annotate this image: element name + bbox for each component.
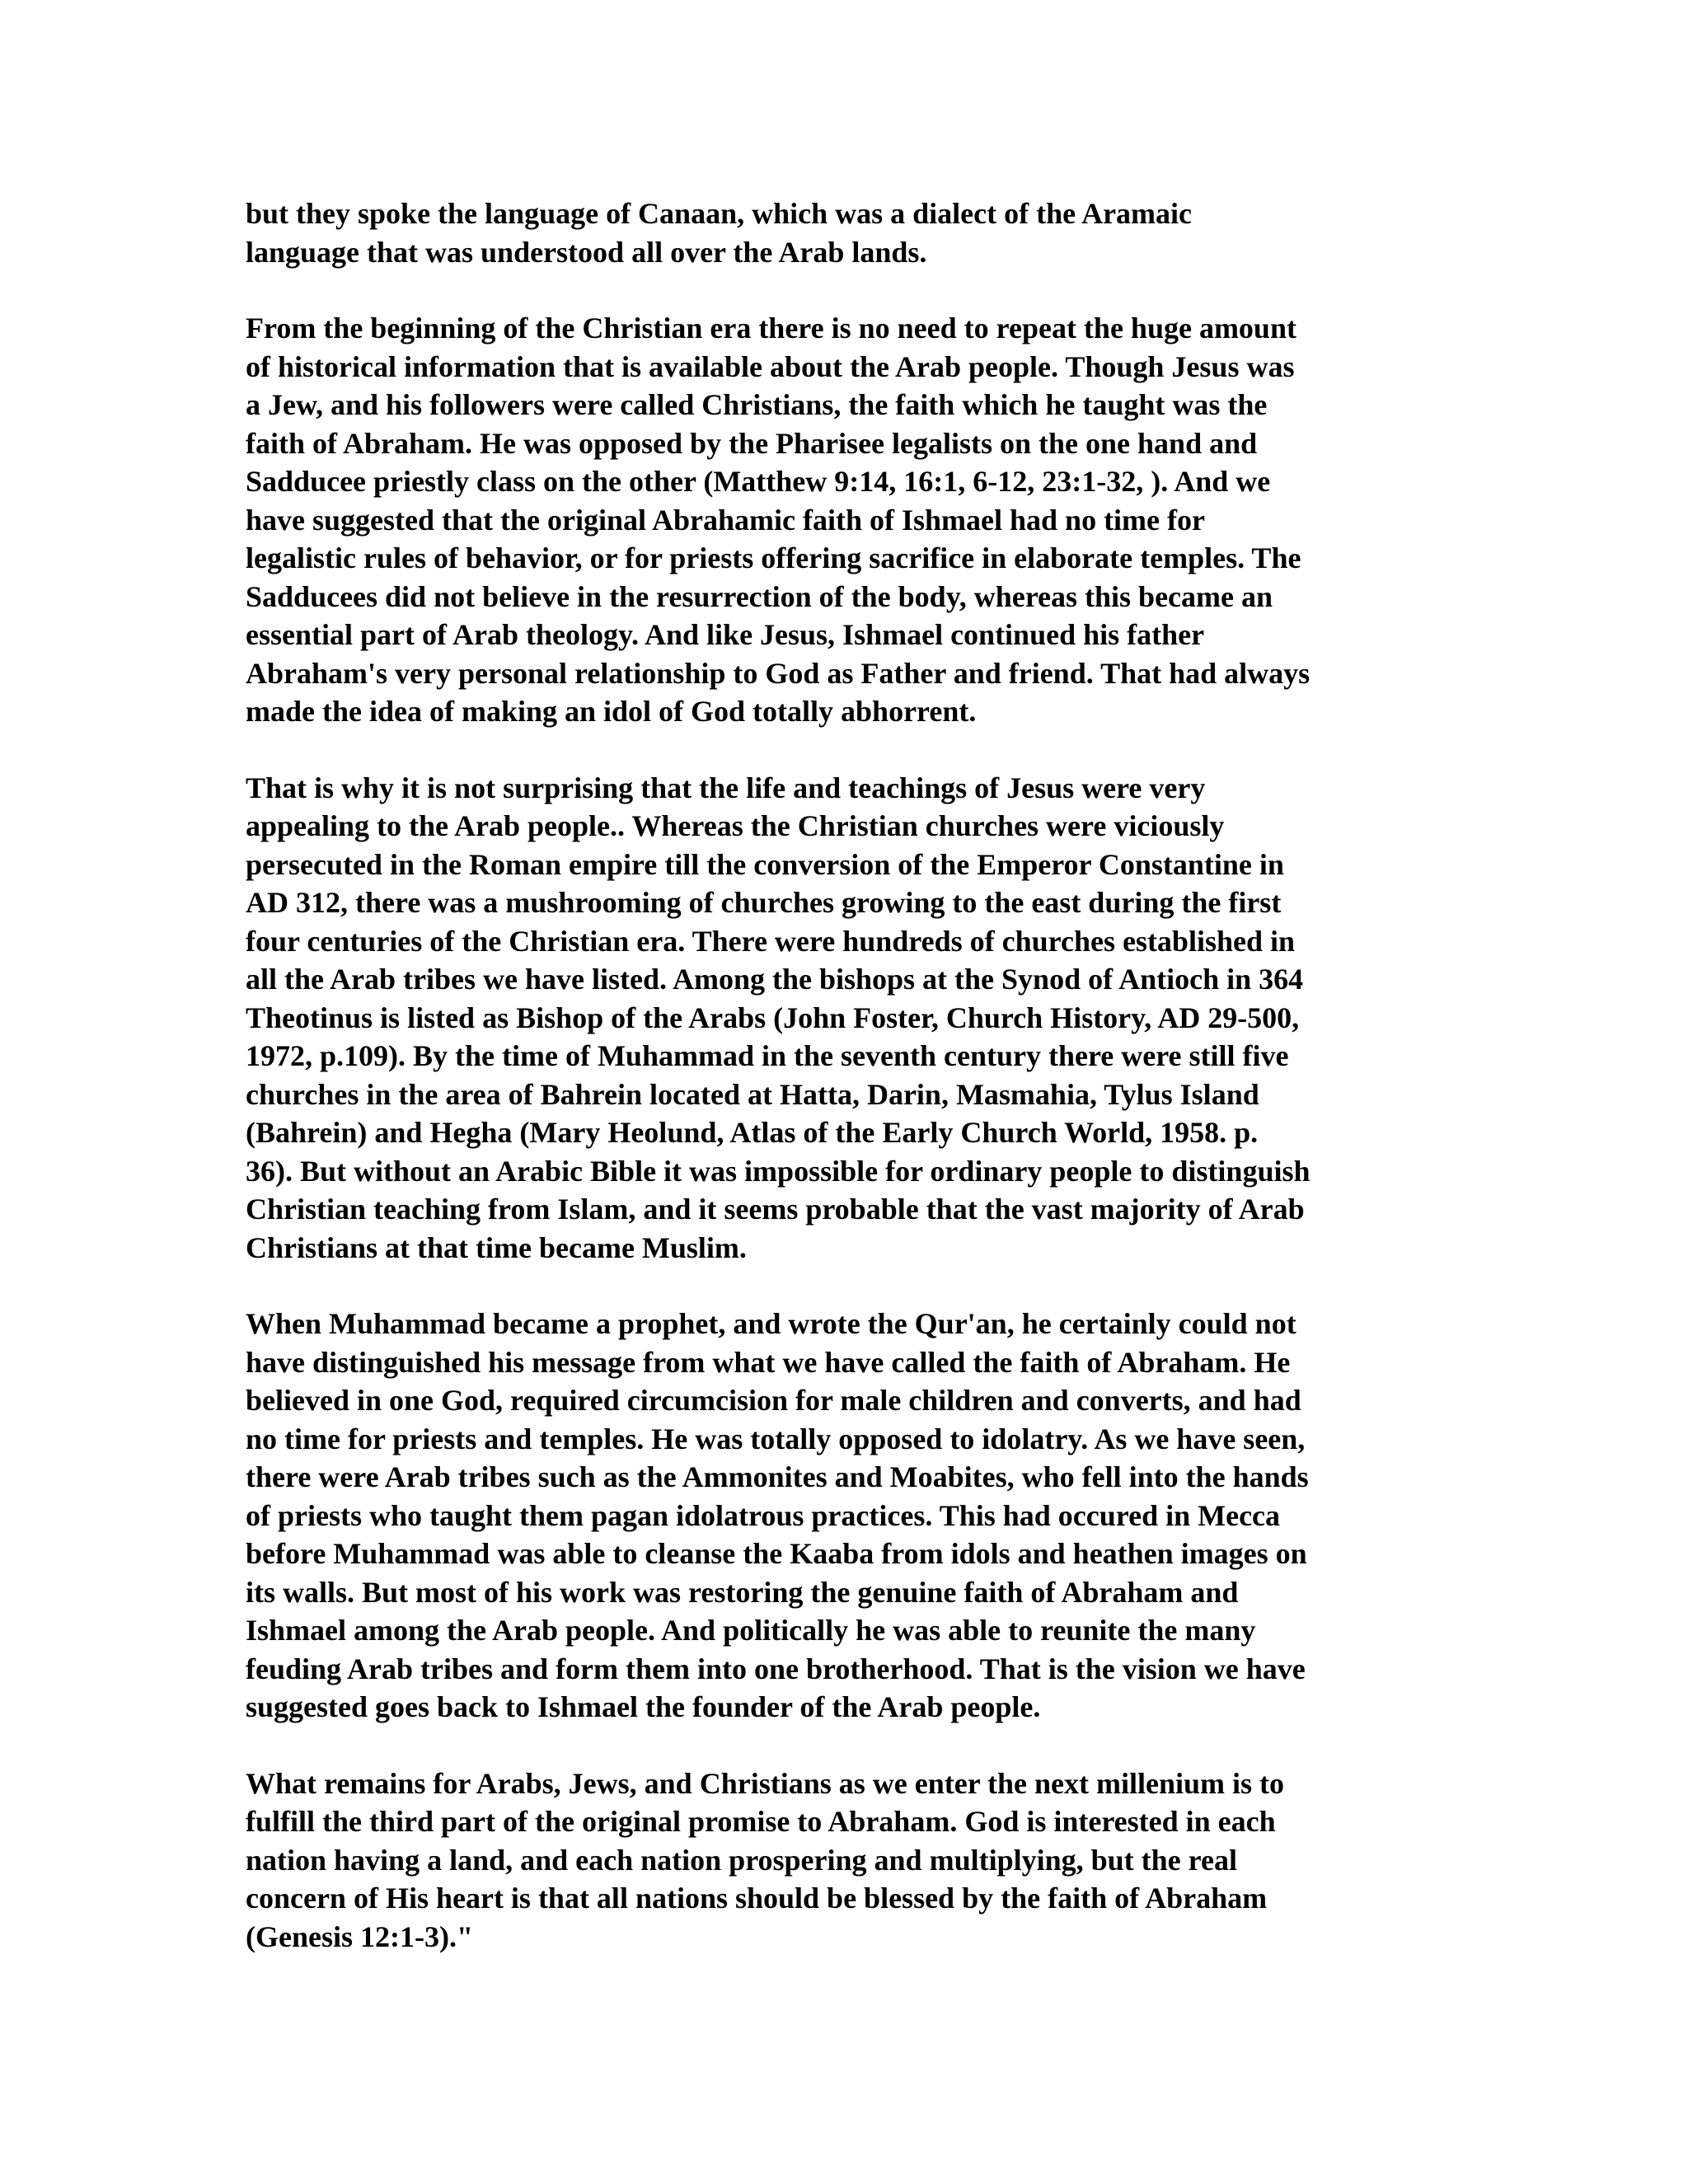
paragraph-2: From the beginning of the Christian era there is no need to repeat the huge amount of historical information that is available about the Arab people. Though Jesus was a Jew, and his followers were called Christians, the faith which he taught was the faith of Abraham. He was opposed by the Pharisee legalists on the one hand and Sadducee priestly class on the other (Matthew 9:14, 16:1, 6-12, 23:1-32, ). And we have suggested that the original Abrahamic faith of Ishmael had no time for legalistic rules of behavior, or for priests offering sacrifice in elaborate temples. The Sadducees did not believe in the resurrection of the body, whereas this became an essential part of Arab theology. And like Jesus, Ishmael continued his father Abraham's very personal relationship to God as Father and friend. That had always made the idea of making an idol of God totally abhorrent. [246,312,1311,728]
paragraph-1: but they spoke the language of Canaan, which was a dialect of the Aramaic language that was understood all over the Arab lands. [246,197,1193,269]
paragraph-3: That is why it is not surprising that the life and teachings of Jesus were very appealing to the Arab people.. Whereas the Christian churches were viciously persecuted in the Roman empire till the conversion of the Emperor Constantine in AD 312, there was a mushrooming of churches growing to the east during the first four centuries of the Christian era. There were hundreds of churches established in all the Arab tribes we have listed. Among the bishops at the Synod of Antioch in 364 Theotinus is listed as Bishop of the Arabs (John Foster, Church History, AD 29-500, 1972, p.109). By the time of Muhammad in the seventh century there were still five churches in the area of Bahrein located at Hatta, Darin, Masmahia, Tylus Island (Bahrein) and Hegha (Mary Heolund, Atlas of the Early Church World, 1958. p. 36). But without an Arabic Bible it was impossible for ordinary people to distinguish Christian teaching from Islam, and it seems probable that the vast majority of Arab Christians at that time became Muslim. [246,771,1311,1264]
paragraph-5: What remains for Arabs, Jews, and Christians as we enter the next millenium is to fulfill the third part of the original promise to Abraham. God is interested in each nation having a land, and each nation prospering and multiplying, but the real concern of His heart is that all nations should be blessed by the faith of Abraham (Genesis 12:1-3)." [246,1766,1284,1953]
paragraph-4: When Muhammad became a prophet, and wrote the Qur'an, he certainly could not have distinguished his message from what we have called the faith of Abraham. He believed in one God, required circumcision for male children and converts, and had no time for priests and temples. He was totally opposed to idolatry. As we have seen, there were Arab tribes such as the Ammonites and Moabites, who fell into the hands of priests who taught them pagan idolatrous practices. This had occured in Mecca before Muhammad was able to cleanse the Kaaba from idols and heathen images on its walls. But most of his work was restoring the genuine faith of Abraham and Ishmael among the Arab people. And politically he was able to reunite the many feuding Arab tribes and form them into one brotherhood. That is the vision we have suggested goes back to Ishmael the founder of the Arab people. [246,1307,1309,1723]
body-text [246,194,1449,1994]
